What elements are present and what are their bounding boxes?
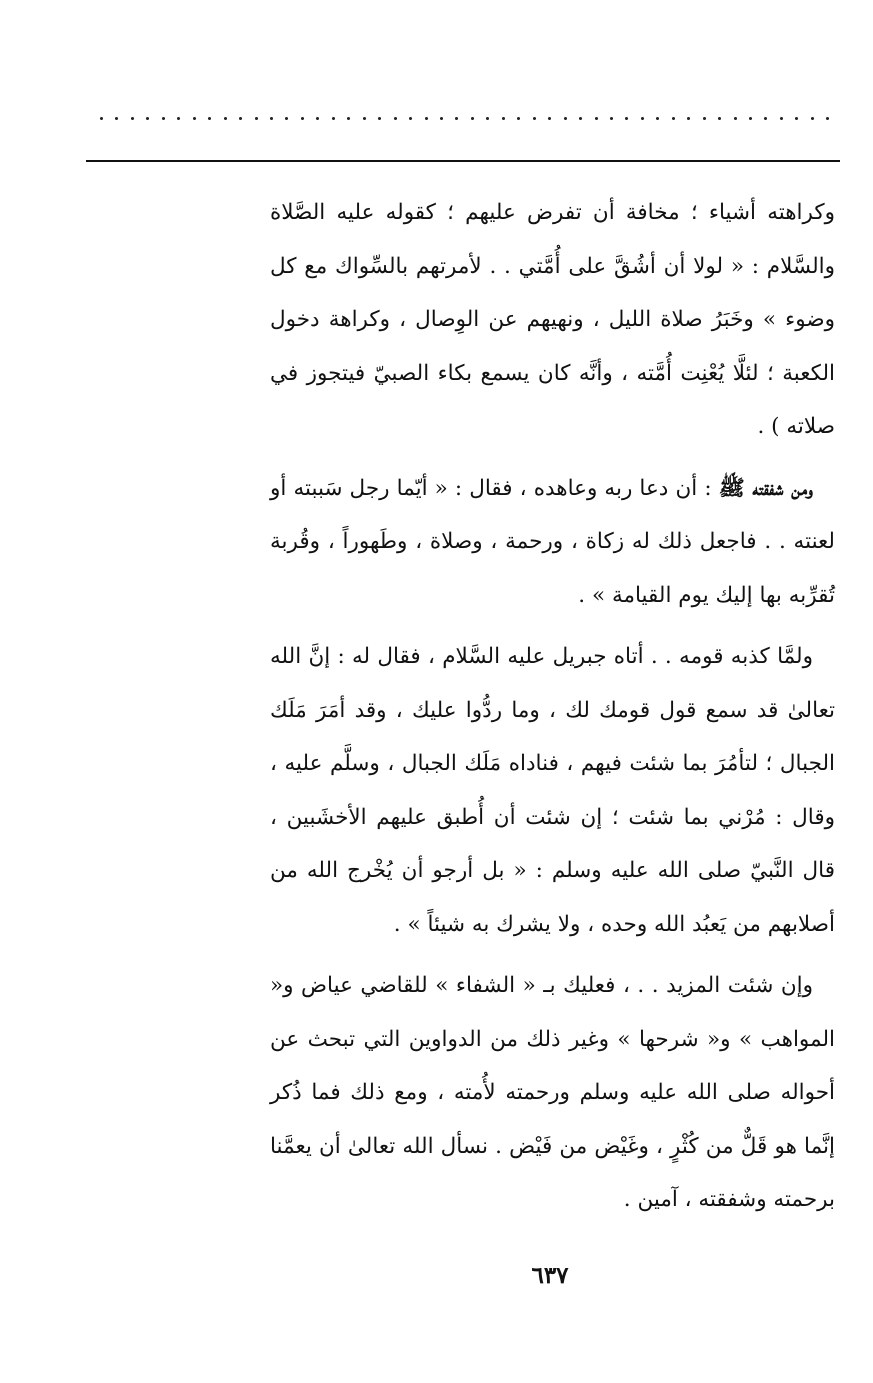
paragraph-4 xyxy=(270,959,835,1227)
body-text xyxy=(270,186,835,1227)
paragraph-text: ولمَّا كذبه قومه . . أتاه جبريل عليه السَّلام ، فقال له : إنَّ الله تعالىٰ قد سمع قول قومك لك ، وما ردُّوا عليك ، وقد أمَرَ مَلَك الجبال ؛ لتأمُرَ بما شئت فيهم ، فناداه مَلَك الجبال ، وسلَّم عليه ، وقال : مُرْني بما شئت ؛ إن شئت أن أُطبق عليهم الأخشَبين ، قال النَّبيّ صلى الله عليه وسلم : « بل أرجو أن يُخْرج الله من أصلابهم من يَعبُد الله وحده ، ولا يشرك به شيئاً » . xyxy=(270,644,835,937)
page-number: ٦٣٧ xyxy=(531,1262,569,1289)
paragraph-text: : أن دعا ربه وعاهده ، فقال : « أيّما رجل سَببته أو لعنته . . فاجعل ذلك له زكاة ، ورحمة ، وصلاة ، وطَهوراً ، وقُربة تُقرِّبه بها إليك يوم القيامة » . xyxy=(270,475,835,608)
paragraph-2 xyxy=(270,462,835,623)
paragraph-3 xyxy=(270,630,835,951)
header-rule xyxy=(86,160,840,162)
paragraph-1 xyxy=(270,186,835,454)
paragraph-text: وكراهته أشياء ؛ مخافة أن تفرض عليهم ؛ كقوله عليه الصَّلاة والسَّلام : « لولا أن أشُقَّ على أُمَّتي . . لأمرتهم بالسِّواك مع كل وضوء » وخَبَرُ صلاة الليل ، ونهيهم عن الوِصال ، وكراهة دخول الكعبة ؛ لئلَّا يُعْنِت أُمَّته ، وأنَّه كان يسمع بكاء الصبيّ فيتجوز في صلاته ) . xyxy=(270,200,835,439)
dotted-header-line xyxy=(100,108,830,128)
paragraph-lead: ومن شفقته ﷺ xyxy=(718,475,814,501)
paragraph-text: وإن شئت المزيد . . ، فعليك بـ « الشفاء » للقاضي عياض و« المواهب » و« شرحها » وغير ذلك من الدواوين التي تبحث عن أحواله صلى الله عليه وسلم ورحمته لأُمته ، ومع ذلك فما ذُكر إنَّما هو قَلٌّ من كُثْرٍ ، وغَيْض من فَيْض . نسأل الله تعالىٰ أن يعمَّنا برحمته وشفقته ، آمين . xyxy=(270,973,835,1212)
